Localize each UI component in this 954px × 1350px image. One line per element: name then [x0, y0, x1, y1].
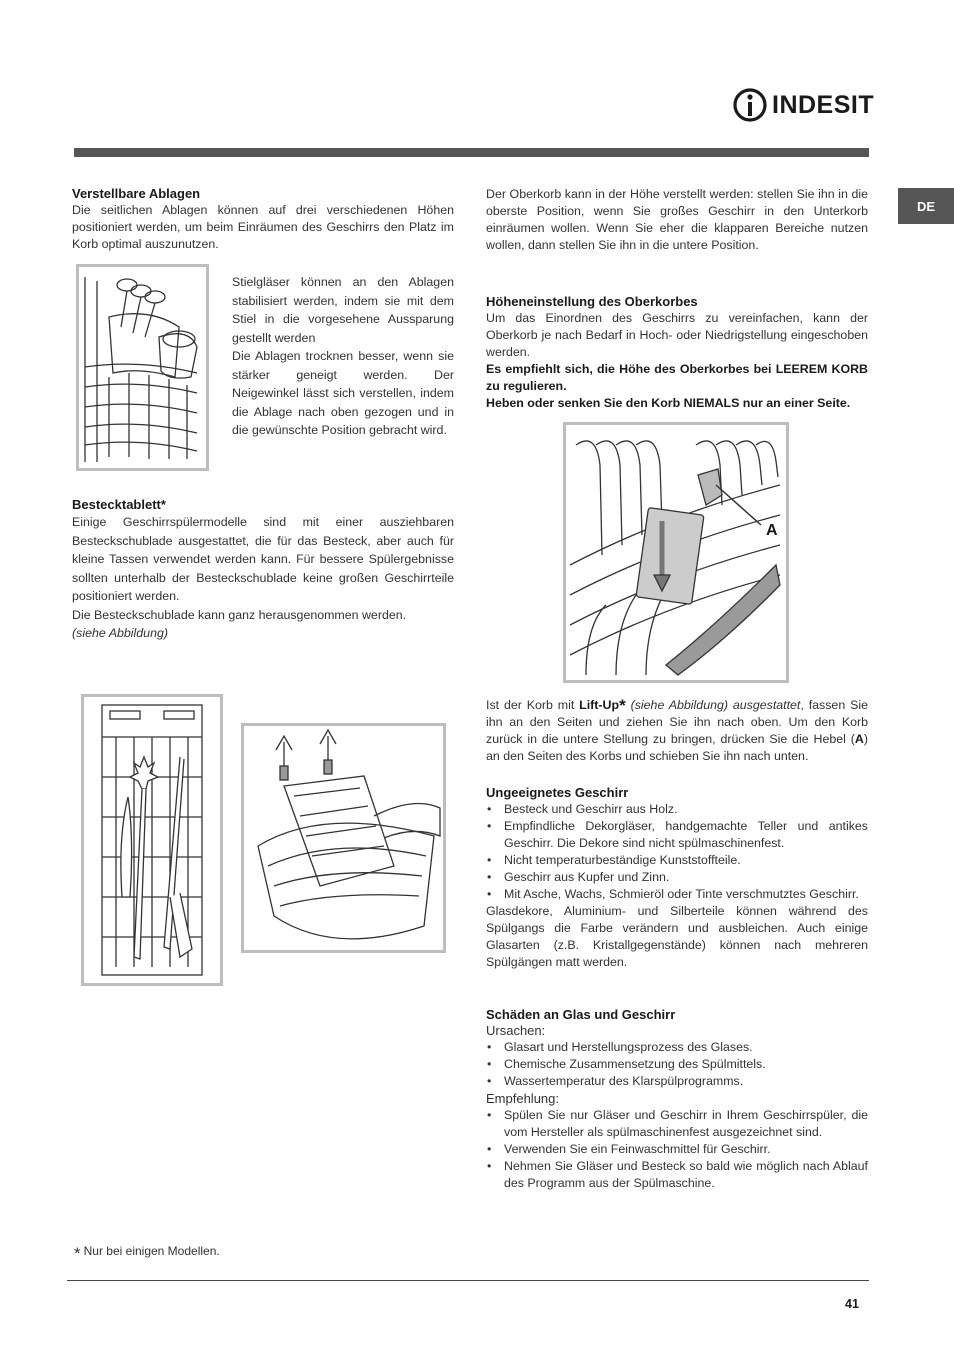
section-text: Glasdekore, Aluminium- und Silberteile können während des Spülgangs die Farbe verändern und ausbleichen. Auch einige Glasarten (z.B. Kristallgegenstände) können nach mehreren Spülgängen matt werden. [486, 904, 868, 969]
logo-symbol-icon [732, 86, 768, 124]
recommendation-list [486, 1107, 868, 1192]
section-text-2: Die Besteckschublade kann ganz herausgenommen werden. [72, 607, 407, 622]
section-title: Verstellbare Ablagen [72, 186, 201, 201]
list-item: • Wassertemperatur des Klarspülprogramms. [486, 1073, 868, 1090]
footnote-text: Nur bei einigen Modellen. [83, 1244, 220, 1258]
liftup-figure [563, 422, 789, 683]
side-text-2: Die Ablagen trocknen besser, wenn sie stärker geneigt werden. Der Neigewinkel lässt sich verstellen, indem die Ablage nach oben gezogen und in die gewünschte Position gebracht wird. [232, 349, 454, 437]
lifting-tray-figure [241, 723, 446, 953]
liftup-illustration-icon [566, 425, 786, 680]
page-number: 41 [845, 1297, 859, 1311]
intro-text: Der Oberkorb kann in der Höhe verstellt werden: stellen Sie ihn in die oberste Position, wenn Sie großes Geschirr in den Unterkorb einräumen wollen. Wenn Sie eher die klapparen Bereiche nutzen wollen, dann stellen Sie ihn in die untere Position. [486, 187, 868, 252]
list-item: • Empfindliche Dekorgläser, handgemachte Teller und antikes Geschirr. Die Dekore sind nicht spülmaschinenfest. [486, 818, 868, 852]
footnote-star: * [74, 1244, 81, 1263]
list-item: • Spülen Sie nur Gläser und Geschirr in Ihrem Geschirrspüler, die vom Hersteller als spülmaschinenfest ausgezeichnet sind. [486, 1107, 868, 1141]
figure-label-a: A [766, 522, 778, 539]
list-item: • Geschirr aus Kupfer und Zinn. [486, 869, 868, 886]
list-item: • Nicht temperaturbeständige Kunststoffteile. [486, 852, 868, 869]
section-height-adjustment [486, 294, 868, 412]
section-cutlery-tray [72, 497, 454, 643]
indesit-logo [732, 86, 875, 124]
section-glass-damage [486, 1007, 868, 1192]
causes-list [486, 1039, 868, 1090]
section-unsuitable-dishes [486, 785, 868, 971]
rack-figure [76, 264, 209, 471]
list-item: • Verwenden Sie ein Feinwaschmittel für Geschirr. [486, 1141, 868, 1158]
cutlery-tray-figure [81, 694, 223, 986]
footnote [74, 1244, 220, 1264]
list-item: • Besteck und Geschirr aus Holz. [486, 801, 868, 818]
list-item: • Nehmen Sie Gläser und Besteck so bald wie möglich nach Ablauf des Programm aus der Spülmaschine. [486, 1158, 868, 1192]
rack-illustration-icon [79, 267, 206, 468]
brand-name: INDESIT [772, 91, 875, 119]
rack-side-text [232, 273, 454, 440]
list-item: • Glasart und Herstellungsprozess des Glases. [486, 1039, 868, 1056]
side-text-1: Stielgläser können an den Ablagen stabilisiert werden, indem sie mit dem Stiel in die vorgesehene Aussparung gestellt werden [232, 275, 454, 345]
list-item: • Mit Asche, Wachs, Schmieröl oder Tinte verschmutztes Geschirr. [486, 886, 868, 903]
section-adjustable-racks [72, 186, 454, 253]
lifting-tray-illustration-icon [244, 726, 443, 950]
list-item: • Chemische Zusammensetzung des Spülmittels. [486, 1056, 868, 1073]
warning-text-1: Es empfiehlt sich, die Höhe des Oberkorbes bei LEEREM KORB zu regulieren. [486, 362, 868, 393]
language-tab: DE [898, 188, 954, 224]
section-title: Schäden an Glas und Geschirr [486, 1007, 676, 1022]
cutlery-tray-illustration-icon [84, 697, 220, 983]
recommendation-label: Empfehlung: [486, 1091, 559, 1106]
upper-basket-intro [486, 186, 868, 254]
unsuitable-list [486, 801, 868, 903]
section-text: Einige Geschirrspülermodelle sind mit einer ausziehbaren Besteckschublade ausgestattet, die für das Besteck, aber auch für kleine Tassen verwendet werden kann. Für bessere Spülergebnisse sollten unterhalb der Besteckschublade keine großen Geschirrteile positioniert werden. [72, 515, 454, 603]
section-title: Höheneinstellung des Oberkorbes [486, 294, 698, 309]
liftup-text: Ist der Korb mit Lift-Up* (siehe Abbildung) ausgestattet, fassen Sie ihn an den Seiten und ziehen Sie ihn nach oben. Um den Korb zurück in die untere Stellung zu bringen, drücken Sie die Hebel (A) an den Seiten des Korbs und schieben Sie ihn nach unten. [486, 696, 868, 763]
section-text: Die seitlichen Ablagen können auf drei verschiedenen Höhen positioniert werden, um beim Einräumen des Geschirrs den Platz im Korb optimal auszunutzen. [72, 203, 454, 251]
section-text: Um das Einordnen des Geschirrs zu vereinfachen, kann der Oberkorb je nach Bedarf in Hoch- oder Niedrigstellung eingeschoben werden. [486, 311, 868, 359]
header-bar [74, 148, 869, 157]
figure-reference: (siehe Abbildung) [72, 626, 168, 640]
warning-text-2: Heben oder senken Sie den Korb NIEMALS nur an einer Seite. [486, 396, 851, 410]
section-title: Ungeeignetes Geschirr [486, 785, 629, 800]
section-title: Bestecktablett* [72, 497, 166, 512]
liftup-paragraph [486, 697, 868, 765]
footer-divider [67, 1280, 869, 1281]
causes-label: Ursachen: [486, 1023, 546, 1038]
